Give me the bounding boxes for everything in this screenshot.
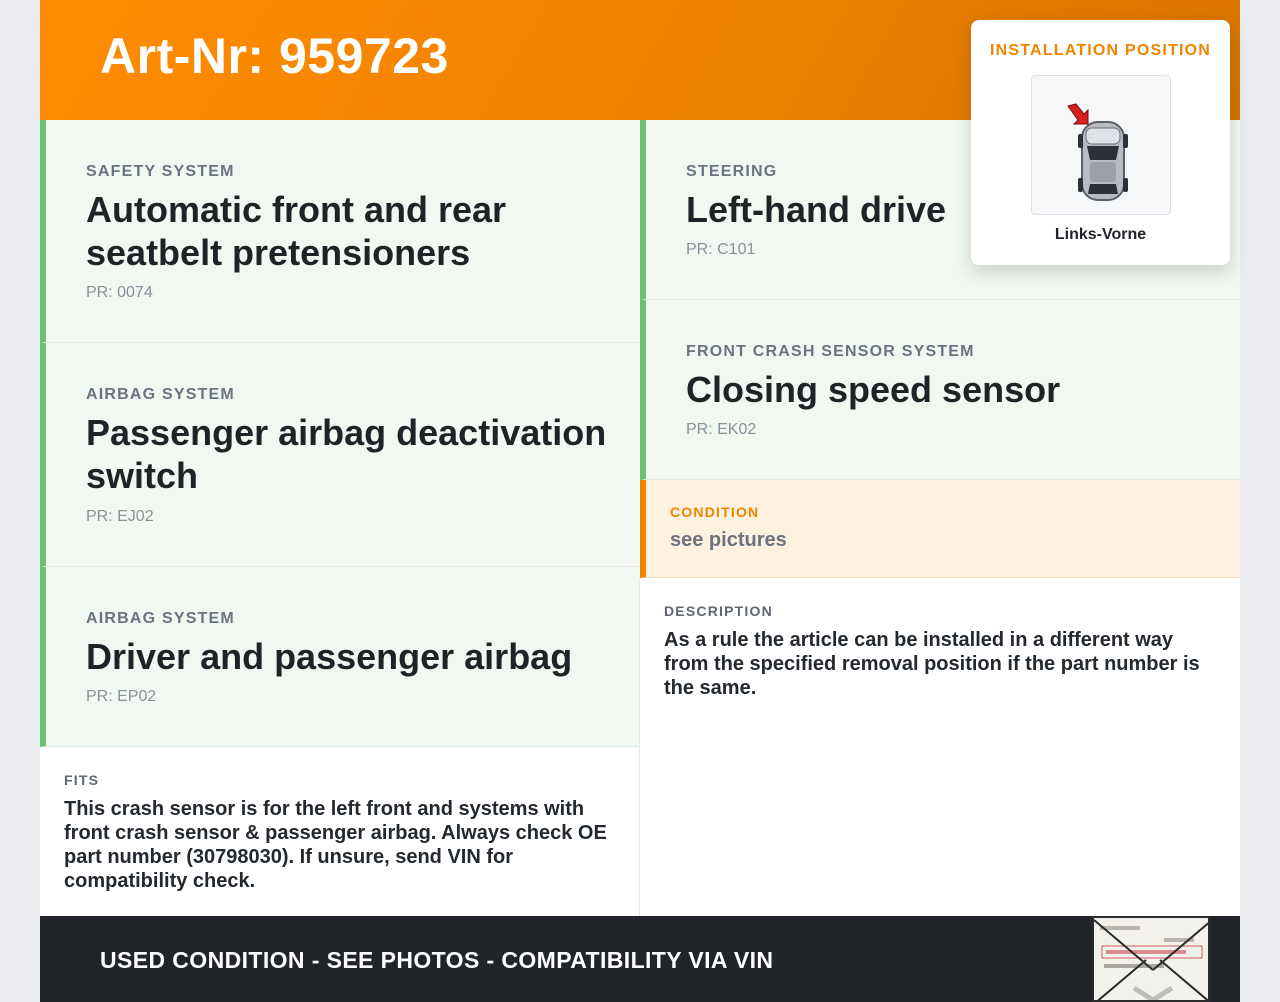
footer-text: USED CONDITION - SEE PHOTOS - COMPATIBILITY VIA VIN: [100, 947, 774, 973]
feature-title: Closing speed sensor: [686, 369, 1061, 410]
installation-position-label: INSTALLATION POSITION: [989, 42, 1212, 59]
installation-position-value: Links-Vorne: [1054, 226, 1147, 243]
footer-bar: [40, 916, 1240, 1002]
feature-card-airbag: [40, 567, 640, 747]
feature-pr-code: PR: EP02: [86, 688, 157, 705]
feature-title: Left-hand drive: [686, 189, 947, 230]
fits-label: FITS: [64, 772, 100, 788]
car-topview-arrow-front-left-icon: [1031, 75, 1171, 215]
feature-pr-code: PR: EK02: [686, 421, 757, 438]
condition-label: CONDITION: [670, 504, 760, 520]
condition-value: see pictures: [670, 529, 787, 551]
feature-title: Passenger airbag deactivation switch: [86, 412, 607, 496]
installation-position-card: [971, 20, 1230, 265]
feature-card-crash-sensor: [640, 300, 1240, 480]
column-divider: [639, 578, 640, 916]
document-stamp-image: [1092, 916, 1210, 1002]
feature-card-airbag-switch: [40, 343, 640, 567]
feature-category: STEERING: [686, 163, 778, 180]
feature-category: AIRBAG SYSTEM: [86, 386, 235, 403]
description-label: DESCRIPTION: [664, 603, 773, 619]
fits-text: This crash sensor is for the left front and systems with front crash sensor & passenger airbag. Always check OE part number (30798030). If unsure, send VIN for compatibility check.: [64, 798, 607, 892]
condition-box: [640, 480, 1240, 578]
article-number-title: Art-Nr: 959723: [100, 28, 449, 84]
feature-category: FRONT CRASH SENSOR SYSTEM: [686, 343, 975, 360]
description-text: As a rule the article can be installed in a different way from the specified removal position if the part number is the same.: [664, 629, 1200, 699]
feature-title: Automatic front and rear seatbelt pretensioners: [86, 189, 507, 273]
feature-category: SAFETY SYSTEM: [86, 163, 235, 180]
feature-pr-code: PR: C101: [686, 241, 756, 258]
feature-pr-code: PR: EJ02: [86, 508, 154, 525]
feature-category: AIRBAG SYSTEM: [86, 610, 235, 627]
description-box: [640, 578, 1240, 916]
fits-box: [40, 747, 639, 916]
feature-card-safety: [40, 120, 640, 343]
feature-pr-code: PR: 0074: [86, 284, 153, 301]
feature-title: Driver and passenger airbag: [86, 636, 573, 677]
